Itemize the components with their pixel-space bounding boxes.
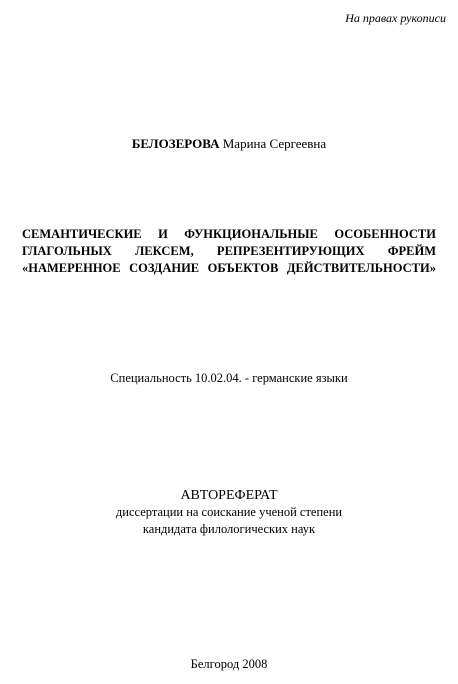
abstract-block: [0, 487, 458, 538]
dissertation-title: [22, 226, 436, 277]
city-year: Белгород 2008: [190, 657, 268, 671]
author-name: [0, 137, 458, 150]
title-line-1: СЕМАНТИЧЕСКИЕ И ФУНКЦИОНАЛЬНЫЕ ОСОБЕННОСТИ: [22, 227, 436, 241]
abstract-heading: АВТОРЕФЕРАТ: [180, 488, 278, 503]
author-surname: БЕЛОЗЕРОВА: [131, 136, 220, 151]
title-line-3: «НАМЕРЕННОЕ СОЗДАНИЕ ОБЪЕКТОВ ДЕЙСТВИТЕЛЬНОСТИ»: [22, 261, 436, 275]
rights-note: На правах рукописи: [345, 11, 446, 25]
specialty-line: Специальность 10.02.04. - германские языки: [110, 371, 348, 385]
title-line-2: ГЛАГОЛЬНЫХ ЛЕКСЕМ, РЕПРЕЗЕНТИРУЮЩИХ ФРЕЙМ: [22, 244, 436, 258]
abstract-line-2: кандидата филологических наук: [142, 522, 316, 536]
author-given-names: Марина Сергеевна: [222, 136, 327, 151]
abstract-line-1: диссертации на соискание ученой степени: [115, 505, 343, 519]
